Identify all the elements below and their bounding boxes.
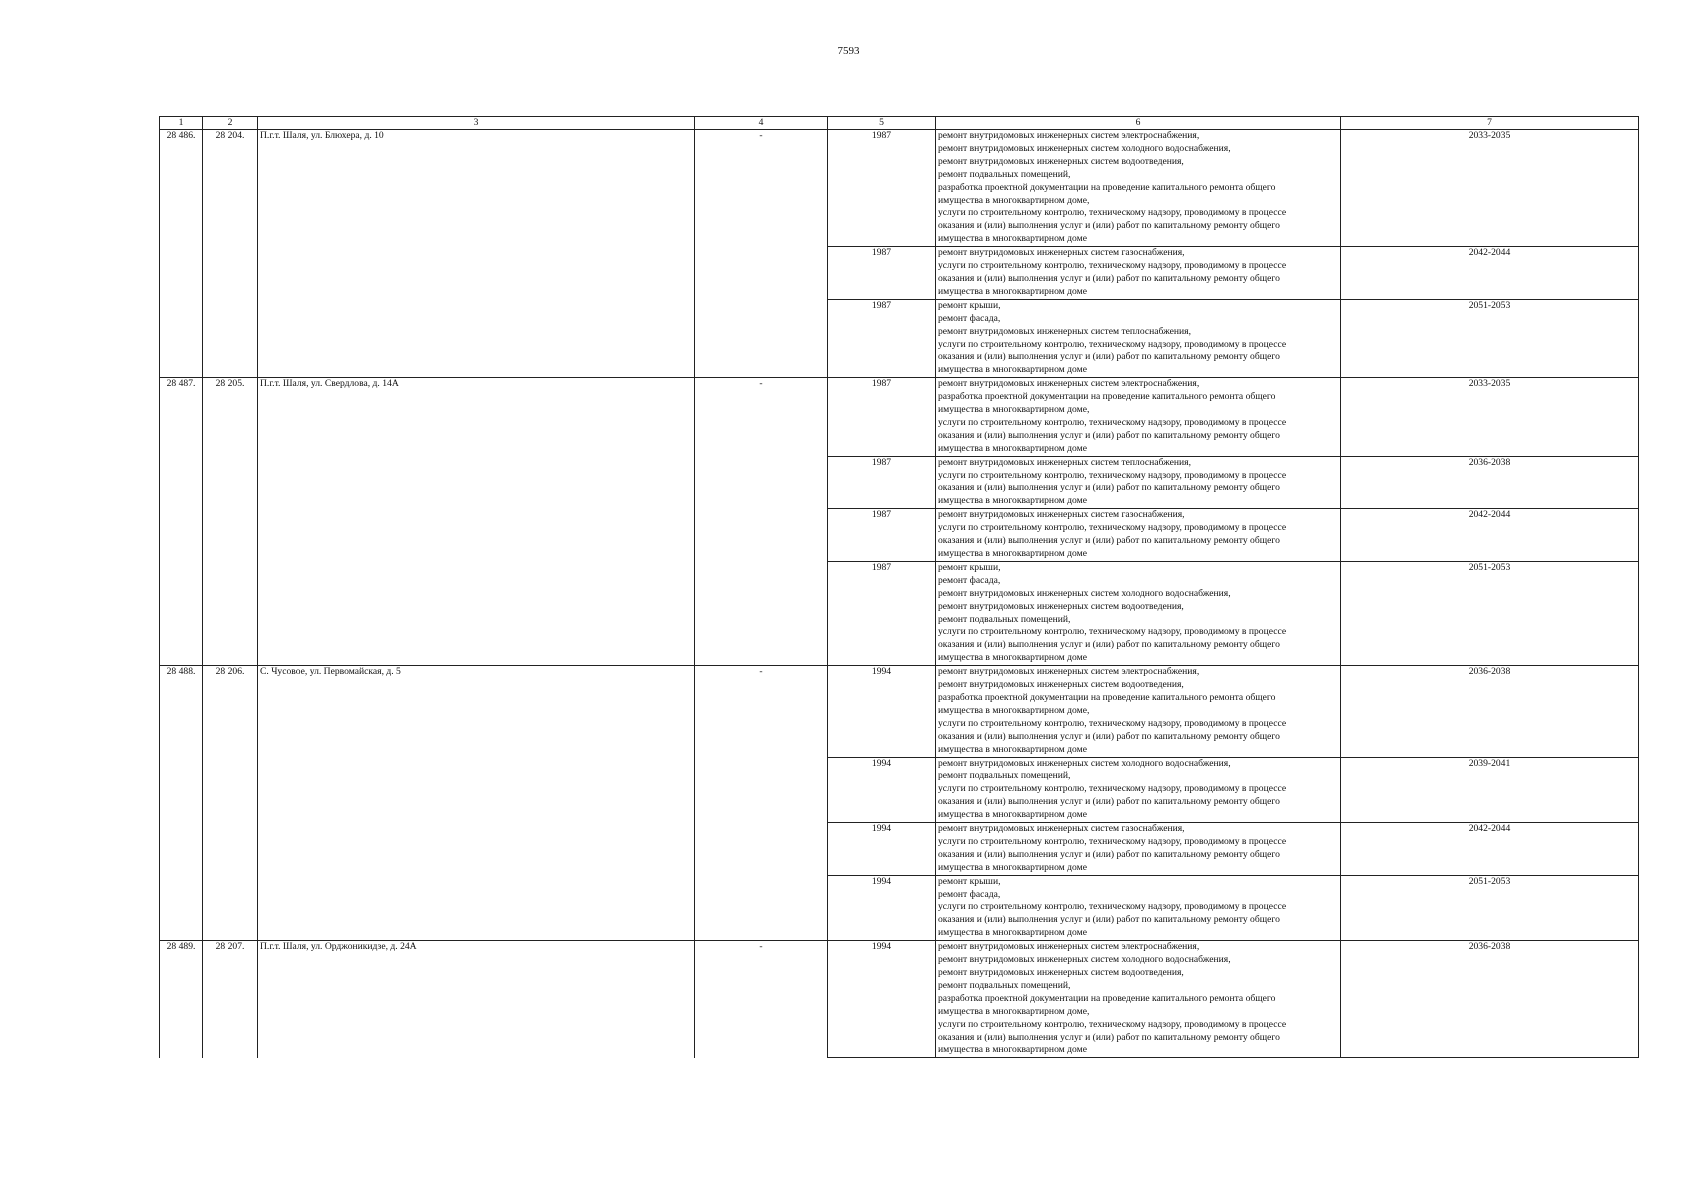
- work-item: услуги по строительному контролю, техническому надзору, проводимому в процессе: [938, 901, 1287, 913]
- table-header: [160, 117, 1639, 130]
- stage-year: 1987: [828, 509, 936, 562]
- work-item: ремонт внутридомовых инженерных систем электроснабжения,: [938, 941, 1200, 953]
- house-address: П.г.т. Шаля, ул. Блюхера, д. 10: [258, 130, 695, 378]
- house-id: 28 206.: [203, 666, 258, 941]
- work-item: услуги по строительному контролю, техническому надзору, проводимому в процессе: [938, 207, 1287, 219]
- work-item: ремонт внутридомовых инженерных систем холодного водоснабжения,: [938, 587, 1231, 599]
- stage-period: 2033-2035: [1341, 378, 1639, 456]
- work-item: ремонт внутридомовых инженерных систем теплоснабжения,: [938, 456, 1191, 468]
- work-item: услуги по строительному контролю, техническому надзору, проводимому в процессе: [938, 522, 1287, 534]
- stage-year: 1994: [828, 823, 936, 876]
- stage-period: 2036-2038: [1341, 456, 1639, 509]
- work-item: оказания и (или) выполнения услуг и (или) работ по капитальному ремонту общего: [938, 272, 1280, 284]
- column-4-value: -: [695, 666, 828, 941]
- work-item: оказания и (или) выполнения услуг и (или) работ по капитальному ремонту общего: [938, 535, 1280, 547]
- stage-period: 2042-2044: [1341, 247, 1639, 300]
- table-row: [160, 666, 1639, 757]
- stage-year: 1987: [828, 378, 936, 456]
- stage-period: 2051-2053: [1341, 561, 1639, 665]
- record-number: 28 488.: [160, 666, 203, 941]
- stage-works: [936, 561, 1341, 665]
- work-item: оказания и (или) выполнения услуг и (или) работ по капитальному ремонту общего: [938, 220, 1280, 232]
- column-header: 3: [258, 117, 695, 130]
- work-item: ремонт внутридомовых инженерных систем холодного водоснабжения,: [938, 757, 1231, 769]
- stage-works: [936, 130, 1341, 247]
- stage-year: 1994: [828, 666, 936, 757]
- record-number: 28 489.: [160, 941, 203, 1058]
- work-item: имущества в многоквартирном доме: [938, 861, 1087, 873]
- house-id: 28 204.: [203, 130, 258, 378]
- stage-period: 2042-2044: [1341, 823, 1639, 876]
- work-item: разработка проектной документации на проведение капитального ремонта общего: [938, 992, 1276, 1004]
- work-item: услуги по строительному контролю, техническому надзору, проводимому в процессе: [938, 1018, 1287, 1030]
- work-item: ремонт внутридомовых инженерных систем теплоснабжения,: [938, 325, 1191, 337]
- work-item: ремонт внутридомовых инженерных систем газоснабжения,: [938, 247, 1185, 259]
- stage-year: 1987: [828, 130, 936, 247]
- work-item: оказания и (или) выполнения услуг и (или) работ по капитальному ремонту общего: [938, 796, 1280, 808]
- stage-works: [936, 247, 1341, 300]
- work-item: услуги по строительному контролю, техническому надзору, проводимому в процессе: [938, 260, 1287, 272]
- stage-year: 1994: [828, 875, 936, 941]
- work-item: ремонт внутридомовых инженерных систем водоотведения,: [938, 155, 1184, 167]
- stage-works: [936, 757, 1341, 823]
- work-item: имущества в многоквартирном доме: [938, 809, 1087, 821]
- work-item: имущества в многоквартирном доме: [938, 652, 1087, 664]
- work-item: оказания и (или) выполнения услуг и (или) работ по капитальному ремонту общего: [938, 848, 1280, 860]
- work-item: ремонт внутридомовых инженерных систем электроснабжения,: [938, 130, 1200, 141]
- work-item: оказания и (или) выполнения услуг и (или) работ по капитальному ремонту общего: [938, 730, 1280, 742]
- table-body: [160, 130, 1639, 1058]
- work-item: ремонт внутридомовых инженерных систем газоснабжения,: [938, 509, 1185, 521]
- work-item: ремонт фасада,: [938, 312, 1001, 324]
- stage-works: [936, 299, 1341, 377]
- work-item: имущества в многоквартирном доме: [938, 495, 1087, 507]
- stage-works: [936, 666, 1341, 757]
- column-header: 1: [160, 117, 203, 130]
- work-item: ремонт крыши,: [938, 875, 1001, 887]
- record-number: 28 487.: [160, 378, 203, 666]
- work-item: оказания и (или) выполнения услуг и (или) работ по капитальному ремонту общего: [938, 914, 1280, 926]
- house-address: П.г.т. Шаля, ул. Орджоникидзе, д. 24А: [258, 941, 695, 1058]
- work-item: ремонт подвальных помещений,: [938, 770, 1071, 782]
- page-number: 7593: [837, 45, 860, 57]
- work-item: ремонт крыши,: [938, 299, 1001, 311]
- work-item: разработка проектной документации на проведение капитального ремонта общего: [938, 391, 1276, 403]
- work-item: имущества в многоквартирном доме: [938, 442, 1087, 454]
- work-item: ремонт внутридомовых инженерных систем газоснабжения,: [938, 823, 1185, 835]
- column-header: 6: [936, 117, 1341, 130]
- work-item: оказания и (или) выполнения услуг и (или) работ по капитальному ремонту общего: [938, 639, 1280, 651]
- table-row: [160, 941, 1639, 1058]
- table-row: [160, 130, 1639, 247]
- column-header: 5: [828, 117, 936, 130]
- work-item: оказания и (или) выполнения услуг и (или) работ по капитальному ремонту общего: [938, 429, 1280, 441]
- work-item: ремонт внутридомовых инженерных систем электроснабжения,: [938, 378, 1200, 390]
- work-item: оказания и (или) выполнения услуг и (или) работ по капитальному ремонту общего: [938, 351, 1280, 363]
- house-id: 28 207.: [203, 941, 258, 1058]
- work-item: услуги по строительному контролю, техническому надзору, проводимому в процессе: [938, 783, 1287, 795]
- work-item: ремонт подвальных помещений,: [938, 613, 1071, 625]
- work-item: ремонт крыши,: [938, 561, 1001, 573]
- column-4-value: -: [695, 941, 828, 1058]
- work-item: имущества в многоквартирном доме: [938, 548, 1087, 559]
- column-header: 7: [1341, 117, 1639, 130]
- work-item: имущества в многоквартирном доме,: [938, 1005, 1090, 1017]
- work-item: услуги по строительному контролю, техническому надзору, проводимому в процессе: [938, 626, 1287, 638]
- stage-year: 1987: [828, 456, 936, 509]
- work-item: имущества в многоквартирном доме: [938, 233, 1087, 245]
- work-item: имущества в многоквартирном доме: [938, 1044, 1087, 1056]
- work-item: ремонт внутридомовых инженерных систем холодного водоснабжения,: [938, 142, 1231, 154]
- stage-period: 2039-2041: [1341, 757, 1639, 823]
- work-item: ремонт фасада,: [938, 888, 1001, 900]
- stage-works: [936, 875, 1341, 941]
- column-4-value: -: [695, 130, 828, 378]
- work-item: оказания и (или) выполнения услуг и (или) работ по капитальному ремонту общего: [938, 1031, 1280, 1043]
- stage-works: [936, 509, 1341, 562]
- stage-works: [936, 823, 1341, 876]
- work-item: услуги по строительному контролю, техническому надзору, проводимому в процессе: [938, 338, 1287, 350]
- work-item: оказания и (или) выполнения услуг и (или) работ по капитальному ремонту общего: [938, 482, 1280, 494]
- work-item: имущества в многоквартирном доме,: [938, 194, 1090, 206]
- work-item: ремонт подвальных помещений,: [938, 168, 1071, 180]
- work-item: ремонт подвальных помещений,: [938, 979, 1071, 991]
- stage-year: 1994: [828, 941, 936, 1058]
- column-4-value: -: [695, 378, 828, 666]
- capital-repair-table: [159, 116, 1639, 1058]
- work-item: имущества в многоквартирном доме,: [938, 404, 1090, 416]
- stage-year: 1994: [828, 757, 936, 823]
- work-item: имущества в многоквартирном доме: [938, 285, 1087, 297]
- stage-year: 1987: [828, 247, 936, 300]
- work-item: имущества в многоквартирном доме: [938, 364, 1087, 376]
- house-address: П.г.т. Шаля, ул. Свердлова, д. 14А: [258, 378, 695, 666]
- stage-year: 1987: [828, 561, 936, 665]
- stage-period: 2042-2044: [1341, 509, 1639, 562]
- work-item: услуги по строительному контролю, техническому надзору, проводимому в процессе: [938, 416, 1287, 428]
- stage-period: 2051-2053: [1341, 875, 1639, 941]
- stage-period: 2051-2053: [1341, 299, 1639, 377]
- stage-year: 1987: [828, 299, 936, 377]
- work-item: имущества в многоквартирном доме: [938, 743, 1087, 755]
- stage-period: 2033-2035: [1341, 130, 1639, 247]
- column-header: 2: [203, 117, 258, 130]
- table-row: [160, 378, 1639, 456]
- work-item: разработка проектной документации на проведение капитального ремонта общего: [938, 691, 1276, 703]
- stage-works: [936, 941, 1341, 1058]
- house-id: 28 205.: [203, 378, 258, 666]
- work-item: ремонт внутридомовых инженерных систем водоотведения,: [938, 600, 1184, 612]
- work-item: имущества в многоквартирном доме: [938, 927, 1087, 939]
- stage-works: [936, 378, 1341, 456]
- work-item: ремонт внутридомовых инженерных систем водоотведения,: [938, 967, 1184, 978]
- house-address: С. Чусовое, ул. Первомайская, д. 5: [258, 666, 695, 941]
- work-item: ремонт внутридомовых инженерных систем электроснабжения,: [938, 666, 1200, 678]
- work-item: услуги по строительному контролю, техническому надзору, проводимому в процессе: [938, 835, 1287, 847]
- stage-works: [936, 456, 1341, 509]
- stage-period: 2036-2038: [1341, 666, 1639, 757]
- work-item: услуги по строительному контролю, техническому надзору, проводимому в процессе: [938, 469, 1287, 481]
- work-item: ремонт внутридомовых инженерных систем холодного водоснабжения,: [938, 954, 1231, 966]
- work-item: ремонт внутридомовых инженерных систем водоотведения,: [938, 679, 1184, 691]
- work-item: разработка проектной документации на проведение капитального ремонта общего: [938, 181, 1276, 193]
- work-item: услуги по строительному контролю, техническому надзору, проводимому в процессе: [938, 717, 1287, 729]
- record-number: 28 486.: [160, 130, 203, 378]
- header-row: [160, 117, 1639, 130]
- work-item: ремонт фасада,: [938, 574, 1001, 586]
- stage-period: 2036-2038: [1341, 941, 1639, 1058]
- column-header: 4: [695, 117, 828, 130]
- work-item: имущества в многоквартирном доме,: [938, 704, 1090, 716]
